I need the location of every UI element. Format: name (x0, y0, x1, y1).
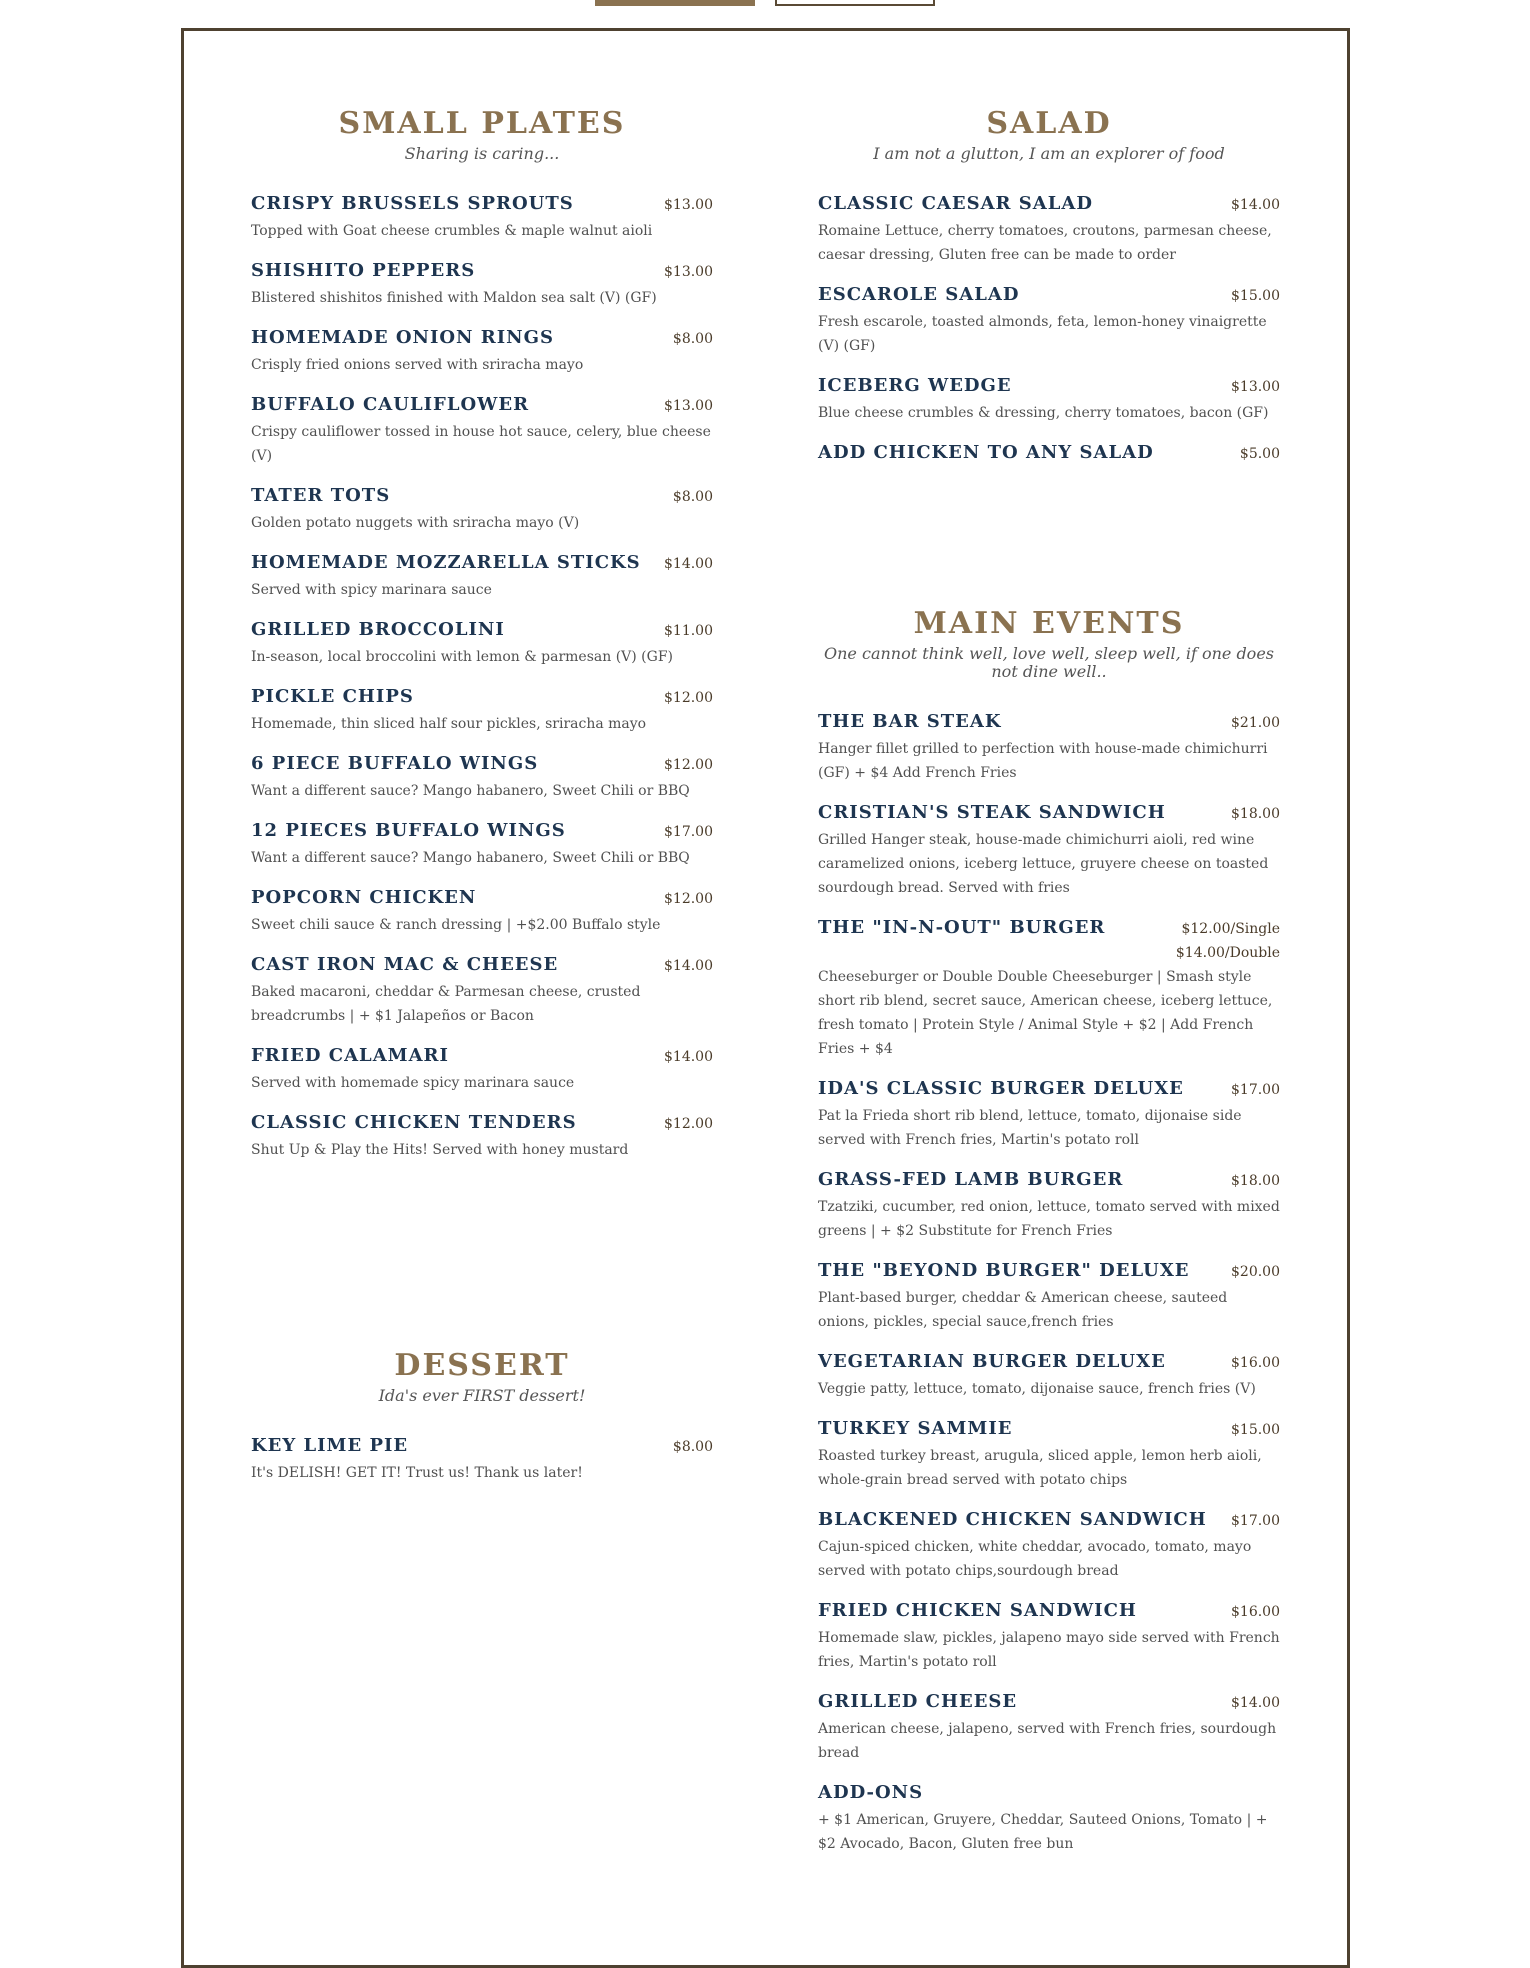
menu-item-price: $13.00 (1231, 379, 1280, 395)
menu-item (818, 917, 1280, 1061)
menu-item-name[interactable]: 12 PIECES BUFFALO WINGS (251, 820, 566, 841)
menu-item-price-secondary: $14.00/Double (1175, 945, 1280, 961)
section-main-events (818, 605, 1280, 1873)
menu-item (251, 686, 713, 736)
menu-item-name[interactable]: IDA'S CLASSIC BURGER DELUXE (818, 1078, 1184, 1099)
menu-item-description: Want a different sauce? Mango habanero, Sweet Chili or BBQ (251, 850, 690, 866)
menu-item-header (251, 954, 713, 976)
menu-item-description: Crispy cauliflower tossed in house hot sauce, celery, blue cheese (V) (251, 424, 711, 464)
menu-item-price: $12.00/Single (1181, 921, 1280, 937)
menu-item (251, 1112, 713, 1162)
menu-item-description: Romaine Lettuce, cherry tomatoes, croutons, parmesan cheese, caesar dressing, Gluten free can be made to order (818, 223, 1272, 263)
menu-item-name[interactable]: GRILLED CHEESE (818, 1691, 1018, 1712)
menu-item-description: Grilled Hanger steak, house-made chimichurri aioli, red wine caramelized onions, iceberg lettuce, gruyere cheese on toasted sourdough bread. Served with fries (818, 832, 1269, 896)
menu-item-header (251, 327, 713, 349)
menu-item-name[interactable]: FRIED CALAMARI (251, 1045, 449, 1066)
menu-item-description: Tzatziki, cucumber, red onion, lettuce, tomato served with mixed greens | + $2 Substitute for French Fries (818, 1199, 1280, 1239)
menu-item-price: $18.00 (1231, 806, 1280, 822)
menu-item-price: $12.00 (664, 690, 713, 706)
menu-item (251, 954, 713, 1028)
menu-item-description: Plant-based burger, cheddar & American cheese, sauteed onions, pickles, special sauce,french fries (818, 1290, 1228, 1330)
menu-item-name[interactable]: HOMEMADE MOZZARELLA STICKS (251, 552, 641, 573)
menu-item-price: $16.00 (1231, 1355, 1280, 1371)
menu-item-price: $5.00 (1239, 446, 1280, 462)
menu-item-name[interactable]: CRISPY BRUSSELS SPROUTS (251, 193, 574, 214)
menu-item-header (818, 917, 1280, 965)
menu-item-description: Veggie patty, lettuce, tomato, dijonaise sauce, french fries (V) (818, 1381, 1256, 1397)
section-small-plates (251, 105, 713, 1179)
menu-item-description: Roasted turkey breast, arugula, sliced apple, lemon herb aioli, whole-grain bread served with potato chips (818, 1448, 1262, 1488)
menu-item (818, 711, 1280, 785)
menu-item-price: $21.00 (1231, 715, 1280, 731)
menu-item-description: Homemade, thin sliced half sour pickles, sriracha mayo (251, 716, 647, 732)
menu-item-description: Blistered shishitos finished with Maldon sea salt (V) (GF) (251, 290, 657, 306)
menu-item-header (251, 552, 713, 574)
menu-item-price: $13.00 (664, 264, 713, 280)
section-subtitle: Sharing is caring... (404, 144, 560, 163)
menu-item (818, 375, 1280, 425)
menu-item-header (818, 1691, 1280, 1713)
menu-item (251, 820, 713, 870)
menu-item-price: $8.00 (672, 1439, 713, 1455)
menu-item-name[interactable]: BUFFALO CAULIFLOWER (251, 394, 530, 415)
menu-item-price: $11.00 (664, 623, 713, 639)
menu-item (818, 442, 1280, 464)
menu-item-name[interactable]: KEY LIME PIE (251, 1435, 409, 1456)
menu-item-name[interactable]: VEGETARIAN BURGER DELUXE (818, 1351, 1166, 1372)
menu-item-description: Want a different sauce? Mango habanero, Sweet Chili or BBQ (251, 783, 690, 799)
menu-item-header (251, 394, 713, 416)
menu-item-name[interactable]: ICEBERG WEDGE (818, 375, 1012, 396)
section-title: DESSERT (394, 1348, 570, 1383)
menu-item-price: $15.00 (1231, 1422, 1280, 1438)
menu-item-description: Fresh escarole, toasted almonds, feta, lemon-honey vinaigrette (V) (GF) (818, 314, 1267, 354)
tab-food-menu[interactable] (595, 0, 755, 6)
menu-item-name[interactable]: FRIED CHICKEN SANDWICH (818, 1600, 1137, 1621)
menu-item (251, 619, 713, 669)
menu-item-name[interactable]: THE "IN-N-OUT" BURGER (818, 917, 1106, 938)
menu-item (251, 1045, 713, 1095)
menu-item-name[interactable]: CLASSIC CHICKEN TENDERS (251, 1112, 577, 1133)
menu-item (251, 887, 713, 937)
menu-item-header (818, 1782, 1280, 1804)
menu-item-header (818, 1169, 1280, 1191)
menu-item-header (818, 1509, 1280, 1531)
menu-item-name[interactable]: CLASSIC CAESAR SALAD (818, 193, 1093, 214)
menu-item (818, 1782, 1280, 1856)
menu-item-description: Golden potato nuggets with sriracha mayo (V) (251, 515, 580, 531)
menu-item-header (251, 619, 713, 641)
menu-item-description: + $1 American, Gruyere, Cheddar, Sauteed Onions, Tomato | + $2 Avocado, Bacon, Gluten free bun (818, 1812, 1268, 1852)
menu-item-price: $8.00 (672, 331, 713, 347)
menu-item-price: $8.00 (672, 489, 713, 505)
menu-item-header (818, 1078, 1280, 1100)
menu-item-name[interactable]: GRILLED BROCCOLINI (251, 619, 505, 640)
menu-item-header (818, 711, 1280, 733)
menu-item-price: $14.00 (1231, 1695, 1280, 1711)
menu-item-header (251, 1045, 713, 1067)
menu-item-price: $14.00 (1231, 197, 1280, 213)
menu-item (251, 552, 713, 602)
section-title: SMALL PLATES (338, 106, 626, 141)
menu-item-price: $12.00 (664, 891, 713, 907)
section-subtitle: Ida's ever FIRST dessert! (378, 1386, 586, 1405)
menu-item (251, 260, 713, 310)
menu-items-list (251, 193, 713, 1162)
section-subtitle: I am not a glutton, I am an explorer of food (873, 144, 1225, 163)
menu-item-description: Served with spicy marinara sauce (251, 582, 492, 598)
menu-item-price: $16.00 (1231, 1604, 1280, 1620)
menu-item-name[interactable]: PICKLE CHIPS (251, 686, 414, 707)
menu-tab-bar (0, 0, 1530, 8)
menu-item (818, 1351, 1280, 1401)
menu-item-header (251, 485, 713, 507)
menu-item (251, 1435, 713, 1485)
menu-item-name[interactable]: CRISTIAN'S STEAK SANDWICH (818, 802, 1166, 823)
menu-item-description: Served with homemade spicy marinara sauce (251, 1075, 575, 1091)
menu-item-description: American cheese, jalapeno, served with French fries, sourdough bread (818, 1721, 1277, 1761)
section-subtitle: One cannot think well, love well, sleep well, if one does not dine well.. (824, 644, 1274, 681)
menu-item-name[interactable]: TURKEY SAMMIE (818, 1418, 1013, 1439)
menu-item-price: $17.00 (1231, 1513, 1280, 1529)
menu-frame (181, 28, 1350, 1968)
menu-item-header (251, 820, 713, 842)
menu-item (251, 753, 713, 803)
menu-item-description: Sweet chili sauce & ranch dressing | +$2.00 Buffalo style (251, 917, 661, 933)
menu-item-header (818, 375, 1280, 397)
menu-item-description: Cajun-spiced chicken, white cheddar, avocado, tomato, mayo served with potato chips,sourdough bread (818, 1539, 1252, 1579)
menu-item-header (818, 442, 1280, 464)
menu-item (818, 1418, 1280, 1492)
menu-item-description: Homemade slaw, pickles, jalapeno mayo side served with French fries, Martin's potato roll (818, 1630, 1280, 1670)
menu-item (251, 327, 713, 377)
menu-item-name[interactable]: BLACKENED CHICKEN SANDWICH (818, 1509, 1207, 1530)
tab-drinks-menu[interactable] (775, 0, 935, 6)
menu-item-name[interactable]: SHISHITO PEPPERS (251, 260, 476, 281)
menu-item-description: Baked macaroni, cheddar & Parmesan cheese, crusted breadcrumbs | + $1 Jalapeños or Bacon (251, 984, 641, 1024)
section-dessert (251, 1347, 713, 1502)
menu-item-header (251, 686, 713, 708)
menu-item-header (818, 193, 1280, 215)
menu-item (251, 193, 713, 243)
section-title: SALAD (986, 106, 1112, 141)
menu-items-list (251, 1435, 713, 1485)
menu-item-price: $12.00 (664, 1116, 713, 1132)
menu-item-description: It's DELISH! GET IT! Trust us! Thank us later! (251, 1465, 583, 1481)
menu-item-header (818, 1600, 1280, 1622)
menu-item (818, 1509, 1280, 1583)
menu-item (251, 485, 713, 535)
menu-item-name[interactable]: 6 PIECE BUFFALO WINGS (251, 753, 539, 774)
menu-item-header (251, 887, 713, 909)
menu-item-name[interactable]: TATER TOTS (251, 485, 391, 506)
menu-item-price: $14.00 (664, 556, 713, 572)
menu-item-name[interactable]: THE BAR STEAK (818, 711, 1002, 732)
menu-item-name[interactable]: HOMEMADE ONION RINGS (251, 327, 554, 348)
menu-item-price: $17.00 (1231, 1082, 1280, 1098)
menu-item-price: $20.00 (1231, 1264, 1280, 1280)
menu-item-name[interactable]: CAST IRON MAC & CHEESE (251, 954, 559, 975)
menu-item-description: Crisply fried onions served with sriracha mayo (251, 357, 584, 373)
menu-item-header (251, 753, 713, 775)
menu-item (818, 1600, 1280, 1674)
menu-item-price: $14.00 (664, 958, 713, 974)
menu-item (251, 394, 713, 468)
menu-item-header (818, 1351, 1280, 1373)
menu-item (818, 284, 1280, 358)
menu-item-name[interactable]: POPCORN CHICKEN (251, 887, 477, 908)
menu-item (818, 1691, 1280, 1765)
menu-item-price: $14.00 (664, 1049, 713, 1065)
menu-item-price: $18.00 (1231, 1173, 1280, 1189)
menu-item-description: Cheeseburger or Double Double Cheeseburger | Smash style short rib blend, secret sauce, American cheese, iceberg lettuce, fresh tomato | Protein Style / Animal Style + $2 | Add French Fries + $4 (818, 969, 1273, 1057)
menu-item-price: $15.00 (1231, 288, 1280, 304)
menu-item-price: $13.00 (664, 197, 713, 213)
menu-item-header (251, 1435, 713, 1457)
menu-item (818, 193, 1280, 267)
menu-item (818, 1260, 1280, 1334)
menu-items-list (818, 193, 1280, 464)
menu-item-description: Topped with Goat cheese crumbles & maple walnut aioli (251, 223, 653, 239)
menu-item-header (818, 284, 1280, 306)
menu-item-description: Pat la Frieda short rib blend, lettuce, tomato, dijonaise side served with French fries, Martin's potato roll (818, 1108, 1242, 1148)
menu-item-header (251, 193, 713, 215)
menu-item-description: Shut Up & Play the Hits! Served with honey mustard (251, 1142, 629, 1158)
menu-items-list (818, 711, 1280, 1856)
menu-item-description: Blue cheese crumbles & dressing, cherry tomatoes, bacon (GF) (818, 405, 1269, 421)
menu-item-name[interactable]: THE "BEYOND BURGER" DELUXE (818, 1260, 1190, 1281)
menu-item-header (251, 260, 713, 282)
menu-item-header (818, 1260, 1280, 1282)
menu-item-price: $17.00 (664, 824, 713, 840)
menu-item-price: $13.00 (664, 398, 713, 414)
section-title: MAIN EVENTS (913, 606, 1185, 641)
menu-item-name[interactable]: GRASS-FED LAMB BURGER (818, 1169, 1124, 1190)
menu-item-name[interactable]: ADD CHICKEN TO ANY SALAD (818, 442, 1154, 463)
menu-item (818, 1078, 1280, 1152)
menu-item-name[interactable]: ADD-ONS (818, 1782, 924, 1803)
menu-item-name[interactable]: ESCAROLE SALAD (818, 284, 1020, 305)
menu-item (818, 1169, 1280, 1243)
menu-item-header (818, 802, 1280, 824)
menu-item-price: $12.00 (664, 757, 713, 773)
menu-item-price-options (1176, 917, 1280, 965)
menu-item (818, 802, 1280, 900)
menu-item-header (818, 1418, 1280, 1440)
menu-item-description: Hanger fillet grilled to perfection with house-made chimichurri (GF) + $4 Add French Fries (818, 741, 1268, 781)
section-salad (818, 105, 1280, 481)
menu-item-header (251, 1112, 713, 1134)
menu-item-description: In-season, local broccolini with lemon & parmesan (V) (GF) (251, 649, 674, 665)
